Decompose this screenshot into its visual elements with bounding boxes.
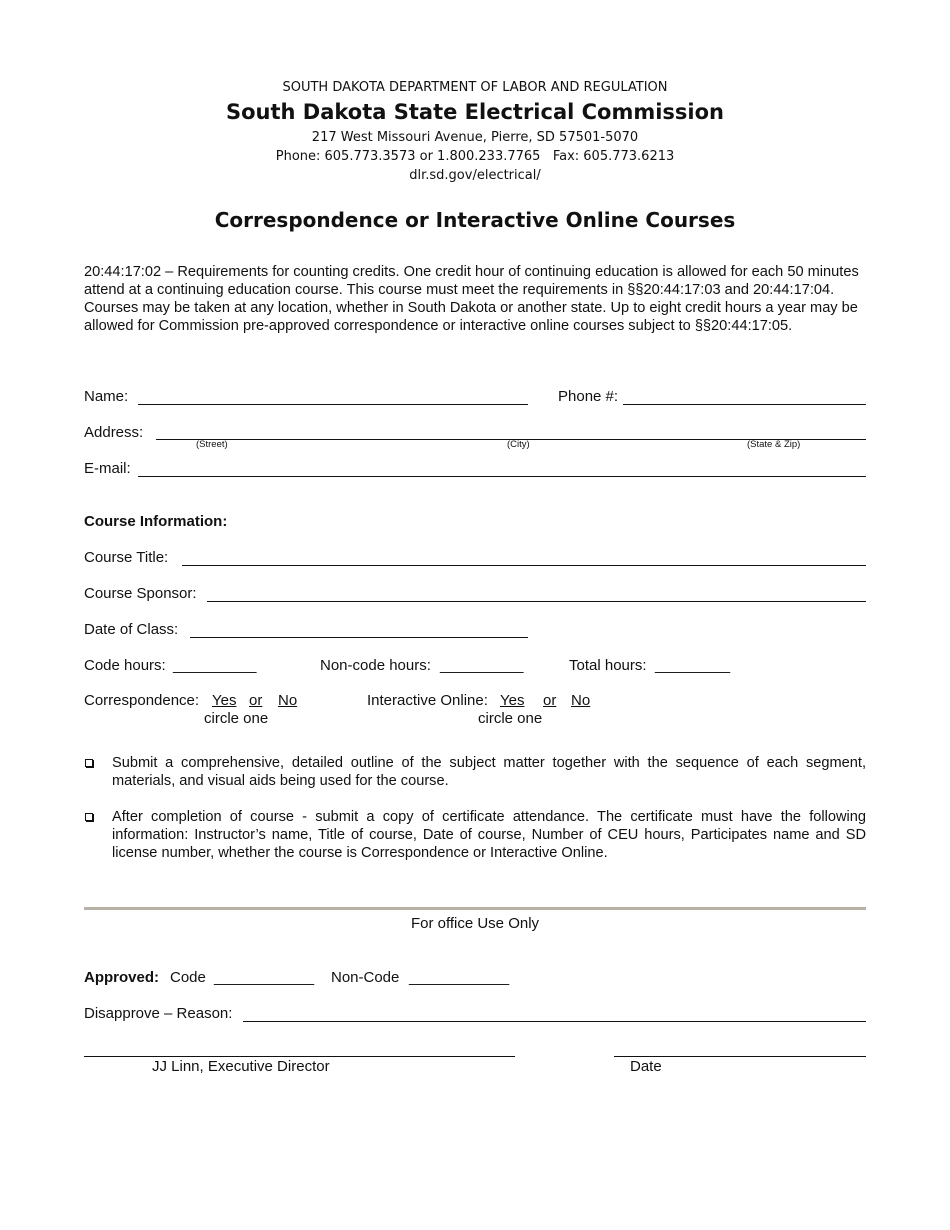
requirement-certificate: After completion of course - submit a copy of certificate attendance. The certificate must have the following information: Instructor’s name, Title of course, Date of course, Number of CEU hours, Participates name and SD license number, whether the course is Correspondence or Interactive Online.: [112, 809, 866, 861]
office-divider: [84, 907, 866, 910]
code-hours-label: Code hours:: [84, 657, 166, 674]
name-label: Name:: [84, 388, 129, 405]
checkbox-icon[interactable]: [84, 757, 94, 767]
director-name: JJ Linn, Executive Director: [152, 1058, 330, 1075]
email-field[interactable]: [138, 476, 866, 477]
date-signature-line[interactable]: [614, 1056, 866, 1057]
approved-code-label: Code: [170, 969, 206, 986]
date-label: Date: [630, 1058, 662, 1075]
course-sponsor-field[interactable]: [207, 601, 866, 602]
commission-website[interactable]: dlr.sd.gov/electrical/: [409, 168, 541, 183]
commission-phone-fax: Phone: 605.773.3573 or 1.800.233.7765 Fax: 605.773.6213: [275, 149, 675, 164]
noncode-hours-label: Non-code hours:: [320, 657, 431, 674]
interactive-no-option[interactable]: No: [571, 692, 591, 709]
name-field[interactable]: [138, 404, 528, 405]
checkbox-icon[interactable]: [84, 811, 94, 821]
department-name: SOUTH DAKOTA DEPARTMENT OF LABOR AND REGULATION: [282, 80, 668, 95]
correspondence-yes-option[interactable]: Yes: [212, 692, 237, 709]
phone-field[interactable]: [623, 404, 866, 405]
date-of-class-field[interactable]: [190, 637, 528, 638]
state-zip-hint: (State & Zip): [747, 439, 801, 450]
commission-name: South Dakota State Electrical Commission: [225, 100, 724, 124]
code-hours-field[interactable]: __________: [173, 657, 257, 674]
correspondence-label: Correspondence:: [84, 692, 200, 709]
city-hint: (City): [507, 439, 530, 450]
correspondence-or-text: or: [249, 692, 263, 709]
course-title-label: Course Title:: [84, 549, 169, 566]
interactive-online-label: Interactive Online:: [367, 692, 488, 709]
email-label: E-mail:: [84, 460, 131, 477]
disapprove-label: Disapprove – Reason:: [84, 1005, 233, 1022]
intro-paragraph: 20:44:17:02 – Requirements for counting credits. One credit hour of continuing education is allowed for each 50 minutes attend at a continuing education course. This course must meet the requirements in §§20:44:17:03 and 20:44:17:04. Courses may be taken at any location, whether in South Dakota or another state. Up to eight credit hours a year may be allowed for Commission pre-approved correspondence or interactive online courses subject to §§20:44:17:05.: [84, 264, 859, 334]
date-of-class-label: Date of Class:: [84, 621, 179, 638]
director-signature-line[interactable]: [84, 1056, 515, 1057]
approved-label: Approved:: [84, 969, 159, 986]
correspondence-no-option[interactable]: No: [278, 692, 298, 709]
office-use-heading: For office Use Only: [410, 915, 540, 932]
total-hours-field[interactable]: _________: [655, 657, 731, 674]
commission-address: 217 West Missouri Avenue, Pierre, SD 57501-5070: [311, 130, 639, 145]
course-sponsor-label: Course Sponsor:: [84, 585, 197, 602]
requirement-outline: Submit a comprehensive, detailed outline of the subject matter together with the sequence of each segment, materials, and visual aids being used for the course.: [112, 755, 866, 789]
approved-code-field[interactable]: ____________: [214, 969, 315, 986]
total-hours-label: Total hours:: [569, 657, 647, 674]
noncode-hours-field[interactable]: __________: [440, 657, 524, 674]
disapprove-reason-field[interactable]: [243, 1021, 866, 1022]
approved-noncode-label: Non-Code: [331, 969, 400, 986]
approved-noncode-field[interactable]: ____________: [409, 969, 510, 986]
street-hint: (Street): [196, 439, 228, 450]
interactive-circle-one: circle one: [478, 710, 543, 727]
interactive-or-text: or: [543, 692, 557, 709]
correspondence-circle-one: circle one: [204, 710, 269, 727]
course-title-field[interactable]: [182, 565, 866, 566]
phone-label: Phone #:: [558, 388, 619, 405]
page-title: Correspondence or Interactive Online Courses: [214, 208, 736, 232]
interactive-yes-option[interactable]: Yes: [500, 692, 525, 709]
address-label: Address:: [84, 424, 144, 441]
course-info-heading: Course Information:: [84, 513, 228, 530]
